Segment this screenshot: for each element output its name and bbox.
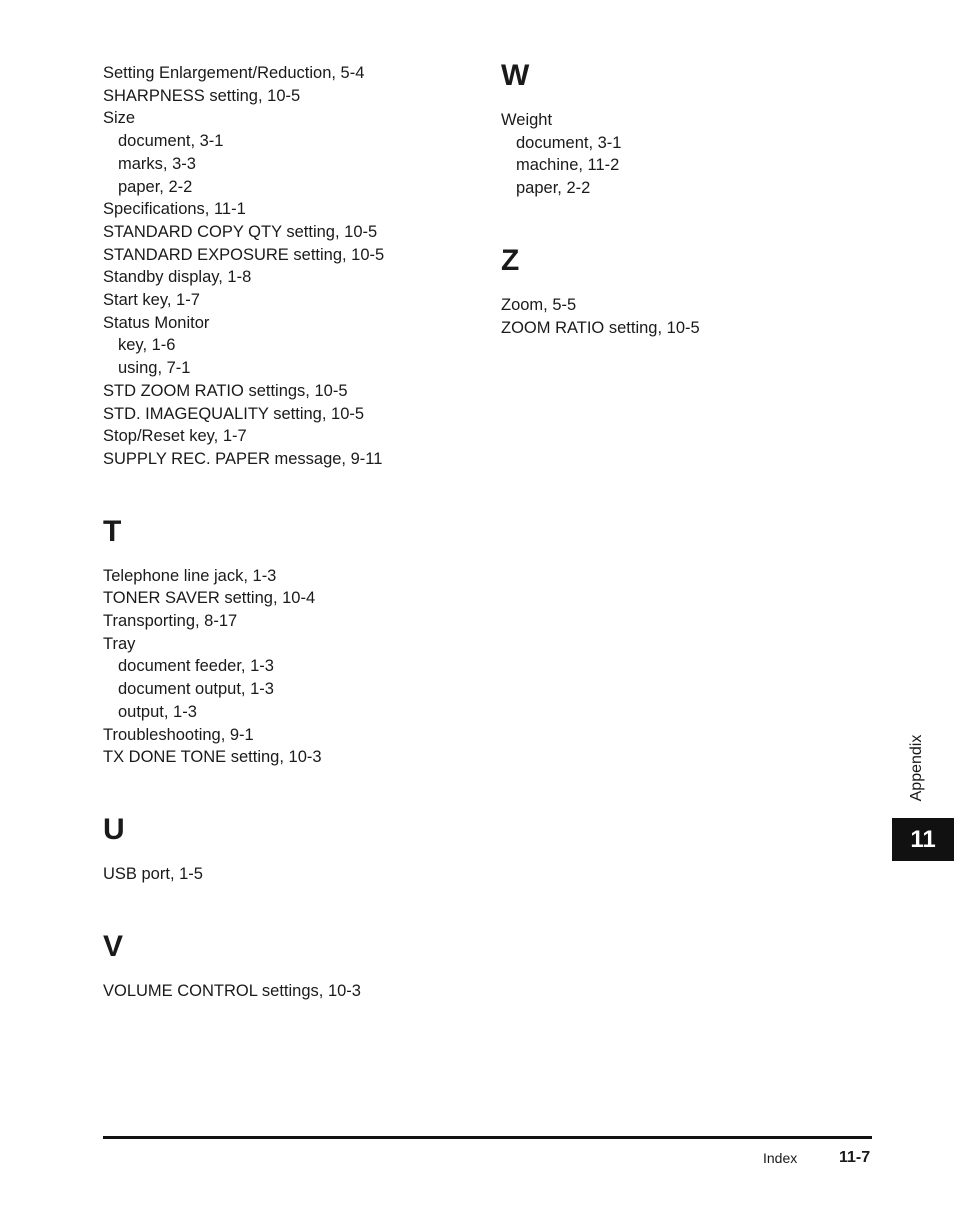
index-subentry: document output, 1-3 [118, 680, 274, 699]
index-entry-list [501, 109, 881, 200]
index-section [103, 62, 483, 471]
index-subentry: document, 3-1 [516, 133, 622, 152]
index-subentry: marks, 3-3 [118, 154, 196, 173]
footer-page-number: 11-7 [839, 1149, 871, 1166]
section-letter: Z [501, 243, 520, 277]
index-entry: STANDARD COPY QTY setting, 10-5 [103, 222, 378, 241]
index-subentry: document feeder, 1-3 [118, 657, 274, 676]
index-entry: USB port, 1-5 [103, 864, 203, 883]
index-entry: Standby display, 1-8 [103, 268, 252, 287]
index-entry: STANDARD EXPOSURE setting, 10-5 [103, 245, 385, 264]
index-entry: SUPPLY REC. PAPER message, 9-11 [103, 449, 383, 468]
index-right-column [501, 59, 881, 383]
index-entry: STD. IMAGEQUALITY setting, 10-5 [103, 404, 365, 423]
index-entry-list [103, 863, 483, 886]
index-entry: ZOOM RATIO setting, 10-5 [501, 318, 700, 337]
index-entry: Stop/Reset key, 1-7 [103, 427, 247, 446]
section-letter: W [501, 59, 530, 92]
footer-rule [103, 1136, 872, 1139]
index-entry: Tray [103, 634, 136, 653]
index-entry: Size [103, 109, 136, 128]
index-section [103, 813, 483, 886]
index-entry: VOLUME CONTROL settings, 10-3 [103, 981, 361, 1000]
index-entry: STD ZOOM RATIO settings, 10-5 [103, 381, 348, 400]
section-letter: U [103, 812, 125, 846]
section-letter: V [103, 929, 124, 963]
chapter-tab-label: Appendix [908, 734, 925, 802]
index-entry: Transporting, 8-17 [103, 612, 238, 631]
index-entry: Zoom, 5-5 [501, 295, 577, 314]
index-entry-list [103, 980, 483, 1003]
index-subentry: using, 7-1 [118, 359, 191, 378]
index-section [501, 244, 881, 339]
index-subentry: paper, 2-2 [516, 179, 591, 198]
index-subentry: key, 1-6 [118, 336, 176, 355]
chapter-tab-number: 11 [892, 818, 954, 861]
index-entry: Telephone line jack, 1-3 [103, 566, 277, 585]
index-entry: Weight [501, 111, 553, 129]
index-subentry: document, 3-1 [118, 132, 224, 151]
index-subentry: machine, 11-2 [516, 156, 620, 175]
section-letter: T [103, 514, 122, 548]
index-entry: Status Monitor [103, 313, 210, 332]
footer-section-label: Index [763, 1150, 798, 1166]
index-entry-list [501, 294, 881, 339]
index-section [501, 59, 881, 200]
index-subentry: output, 1-3 [118, 702, 197, 721]
index-section [103, 930, 483, 1003]
index-entry: Troubleshooting, 9-1 [103, 725, 254, 744]
index-section [103, 515, 483, 769]
index-entry: TONER SAVER setting, 10-4 [103, 589, 316, 608]
index-entry: TX DONE TONE setting, 10-3 [103, 748, 322, 767]
index-entry: Start key, 1-7 [103, 291, 200, 310]
index-entry-list [103, 62, 483, 471]
index-entry: SHARPNESS setting, 10-5 [103, 86, 301, 105]
index-entry-list [103, 565, 483, 769]
index-entry: Setting Enlargement/Reduction, 5-4 [103, 64, 365, 82]
index-entry: Specifications, 11-1 [103, 200, 246, 219]
index-left-column [103, 62, 483, 1046]
index-subentry: paper, 2-2 [118, 177, 193, 196]
